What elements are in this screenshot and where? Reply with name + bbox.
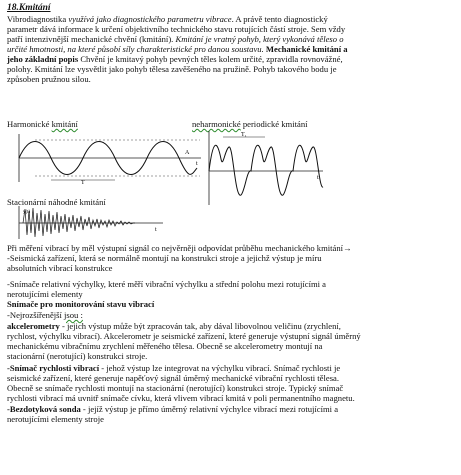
period-label: T (81, 180, 85, 184)
paragraph-line: mechanickému vibračnímu zrychlení měřeného tělesa. Obecně se akcelerometry montují na (7, 341, 323, 351)
paragraph-line: polohy. Kmitání lze vysvětlit jako pohyb tělesa zavěšeného na pružině. Pohyb takového bodu je (7, 64, 337, 74)
paragraph-line: patří intenzivnější mechanické chvění (kmitání). Kmitání je vratný pohyb, který vykonává těleso o (7, 34, 344, 44)
signal-label: y(t) (23, 210, 31, 215)
nonharmonic-oscillation-diagram (205, 129, 325, 207)
paragraph-line: Při měření vibrací by měl výstupní signál co nejvěrněji odpovídat průběhu mechanického kmitání→ (7, 243, 352, 253)
period-label: T₁ (241, 132, 247, 138)
paragraph-line: -Bezdotyková sonda - jejíž výstup je přímo úměrný relativní výchylce vibrací mezi rotujícími a (7, 404, 339, 414)
stationary-caption: Stacionární náhodné kmitání (7, 197, 106, 207)
paragraph-line: rychlosti vibrací má uvnitř snímače cívku, která vlivem vibrací kmitá v poli permanentního magnetu. (7, 393, 355, 403)
paragraph-line: stacionární (nerotující) konstrukci stroje. (7, 351, 148, 361)
amplitude-label: A (185, 150, 190, 156)
paragraph-line: parametr dává informace k určení objektivního technického stavu rotujících částí stroje. Sem vždy (7, 24, 346, 34)
paragraph-line: jeho základní popis Chvění je kmitavý pohyb pevných těles kolem určité, zpravidla rovnovážné, (7, 54, 343, 64)
harmonic-oscillation-diagram (15, 132, 203, 184)
paragraph-line: způsoben pružnou silou. (7, 74, 91, 84)
paragraph-line: -Nejrozšířenější jsou : (7, 310, 83, 320)
harmonic-caption: Harmonické kmitání (7, 119, 78, 129)
nonharmonic-caption: neharmonické periodické kmitání (192, 119, 308, 129)
paragraph-line: akcelerometry - jejich výstup může být zpracován tak, aby dával libovolnou veličinu (zrychlení, (7, 321, 341, 331)
time-axis-label: t (196, 161, 198, 167)
paragraph-line: Obecně se snímače rychlosti montují na stacionární (nerotující) konstrukci stroje. Typický snímač (7, 383, 344, 393)
arrow-icon: → (343, 243, 352, 253)
random-oscillation-diagram (15, 205, 165, 240)
paragraph-line: určité hmotnosti, na které působí síly charakteristické pro danou soustavu. Mechanické kmitání a (7, 44, 348, 54)
paragraph-line: seismické zařízení, které generuje napěťový signál úměrný mechanické vibrační rychlosti tělesa. (7, 373, 340, 383)
paragraph-line: nerotujícími elementy stroje (7, 414, 104, 424)
paragraph-line: -Snímače relativní výchylky, které měří vibrační výchylku a střední polohu mezi rotujícími a (7, 279, 326, 289)
paragraph-line: -Snímač rychlosti vibrací - jehož výstup lze integrovat na výchylku vibrací. Snímač rychlosti je (7, 363, 341, 373)
paragraph-line: absolutních vibrací konstrukce (7, 263, 113, 273)
paragraph-line: nerotujícími elementy (7, 289, 83, 299)
paragraph-line: rychlost, výchylku vibrací). Akcelerometr je seismické zařízení, které generuje výstupní signál úměrný (7, 331, 361, 341)
paragraph-line: Vibrodiagnostika využívá jako diagnostického parametru vibrace. A právě tento diagnostický (7, 14, 328, 24)
page-title: 18.Kmitání (7, 3, 51, 13)
section-heading: Snímače pro monitorování stavu vibrací (7, 299, 155, 309)
time-axis-label: t (317, 175, 319, 181)
time-axis-label: t (155, 227, 157, 233)
paragraph-line: -Seismická zařízení, která se normálně montují na konstrukci stroje a jejichž výstup je míru (7, 253, 322, 263)
